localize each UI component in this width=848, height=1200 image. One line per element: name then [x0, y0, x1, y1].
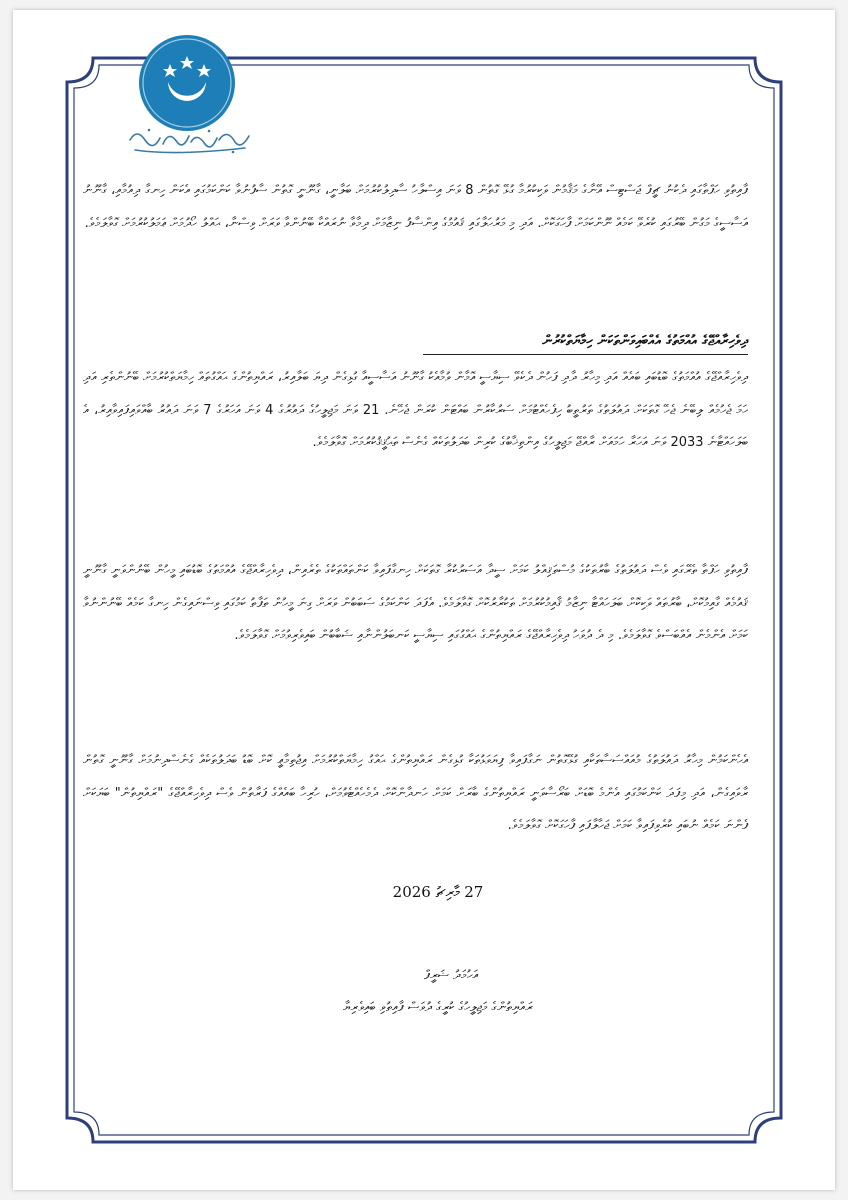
paragraph-intro — [83, 175, 748, 240]
paragraph-unity — [83, 362, 748, 460]
paragraph-3-text: ފާއިތުވި ހަފްތާ ތެރޭގައި ވެސް ދައުލަތުގެ ބާރުތަކުގެ މުސްތަޤިއްލު ކަމަށް ސީދާ އަސަރުކުރާ ގޮތަކަށް ހިނގާފައިވާ ކަންތައްތަކުގެ ތެރެއިން، ދިވެހިރާއްޖޭގެ އުއްމަތުގެ ބޮޑުބައި މީހުން ބޭނުންވަނީ ގާނޫނީ ޤައުމެއް ގާއިމުކޮށް، ބާރުތައް ވަކިކޮށް ބަލަހައްޓާ ނިޒާމު ޤާއިމުކުރުމަށް ތަކުރާރުކޮށް ގޮވާލަމެވެ. އެފަދަ ކަންކަމުގެ ސަބަބުން ވަރަށް ގިނަ މީހުން ތަފާތު ކަމުގައި ވިސްނައިގެން ހިނގާ ކަމެއް ބޭނުންނުވާ ކަމަށް އެންމެން އެއްބަސްވެ ގޮވާލަމެވެ. މި ދެ ދުވަހު ދިވެހިރާއްޖޭގެ ރައްޔިތުންގެ ޙައްގުގައި ސިޔާސީ ކަނބަލުންނާއި ޝަބާބުން ބައިވެރިވުމަށް ގޮވާލަމެވެ. — [83, 563, 748, 643]
letter-date: 27 މާރިޗު 2026 — [392, 883, 484, 901]
paragraph-2-text: ދިވެހިރާއްޖޭގެ އުއްމަތުގެ ބޮޑުބައި ބައެއް އަދި މިހާރު ދާދި ފަހުން ދެކެވޭ ސިޔާސީ އޮމާން ވުމާއެކު ގާނޫނު އަސާސީއާ ގުޅިގެން ދިޔަ ބަލާއިރު، ރައްޔިތުންގެ ޙައްގުތައް ހިމާޔަތްކުރުމަށް ބޭނުންތެރި އަދި ހަމަ ޖެހުމެއް ލިބޭނެ ޖެހޭ ގޮތަކަށް ދައުލަތުގެ ތަރުތީބު ހިފެހެއްޓުމަށް ސަރުކާރުން ބައްޓަން ކުރަން ޖެހޭނެ. 21 ވަނަ މަޖިލީހުގެ ދައުރުގެ 4 ވަނަ އަހަރުގެ 7 ވަނަ ދައުރު ބާއްވައިފައިވާއިރު، އެ ބަލަހައްޓާނެ 2033 ވަނަ އަހަރާ ހަމައަށް ރާއްޖޭ މަޖިލީހުގެ އިންތިޚާބުގެ ކުރިން ބަދަލުތަކެއް ގެނެސް ތަޙުޤީޤުކުރުމަށް ގޮވާލަމެވެ. — [83, 370, 748, 450]
calligraphy-logo-icon — [125, 122, 255, 158]
paragraph-powers — [83, 555, 748, 653]
party-emblem-icon — [138, 34, 236, 132]
signatory-name: އަހުމަދު ޝަރީފް — [423, 968, 478, 983]
letter-page — [13, 10, 835, 1190]
paragraph-closing — [83, 745, 748, 843]
paragraph-4-text: އެހެންކަމުން މިހާރު ދައުލަތުގެ މުއައްސަސާތަކާއި ގުޅޭގޮތުން ނަގާފައިވާ ފިޔަވަޅުތަކާ ގުޅިގެން ރައްޔިތުންގެ ޙައްގު ހިމާޔަތްކުރުމަށް އިޖުތިމާޢީ ކޮށް ބޮޑު ބަދަލުތަކެއް ގެނެސްދިނުމަށް ގާނޫނީ ގޮތުން ރާވައިގެން، އަދި މިފަދަ ކަންކަމުގައި އެންމެ ބޮޑަށް ބަރޯސާވަނީ ރައްޔިތުންގެ ބާރަށް ކަމަށް ހަނދާންކޮށް ދެމެހެއްޓެވުމަށް، ހުރިހާ ބައެއްގެ ފަރާތުން ވެސް ދިވެހިރާއްޖޭގެ "ރައްޔިތުން" ބަޔަކަށް ފެންނަ ކަމެއް ނުބައި ކުރެވިފައިވާ ކަމަށް ޖަހާލާފައި ފާހަގަކޮށް ގޮވާލަމެވެ. — [83, 753, 748, 833]
paragraph-1-text: ފާއިތުވި ހަފްތާގައި ދެކުނު ޗީފް ޖަސްޓިސް އޭނާގެ މަޤާމުން ވަކިކުރުމާ ގުޅޭ ގޮތުން 8 ވަނަ އިސްލާހު ސާދިލުކުރުމަށް ބަލާނީ، ގާނޫނީ ގޮތުން ސާފުނުވާ ކަންކަމުގައި އެކަން ހިނގާ ދިއުމާއި، ގާނޫނު އަސާސީގެ މަގުން ބޭރުގައި ކުރެވޭ ކަމެއް ނޫންކަމަށް ފާހަގަކޮށް. އަދި މި މަރުހަލާގައި ޤައުމުގެ އިންސާފު ނިޒާމަށް ދިމާވާ ނުރައްކާ ބޭނުންވާ ވަރަށް ވިސްނާ، ޙައްލު ހޯދުމަށް ޢަމަލުކުރުމަށް ގޮވާލަމެވެ. — [83, 183, 749, 231]
signatory-title: ރައްޔިތުންގެ މަޖިލީހުގެ ކުރީގެ ދުވަސް ފާއިތުވި ބައިވެރިޔާ — [342, 1000, 533, 1015]
section-heading: ދިވެހިރާއްޖޭގެ އުއްމަތުގެ އެއްބައިވަންތަކަން ހިމާޔަތްކުރުން — [423, 328, 748, 355]
